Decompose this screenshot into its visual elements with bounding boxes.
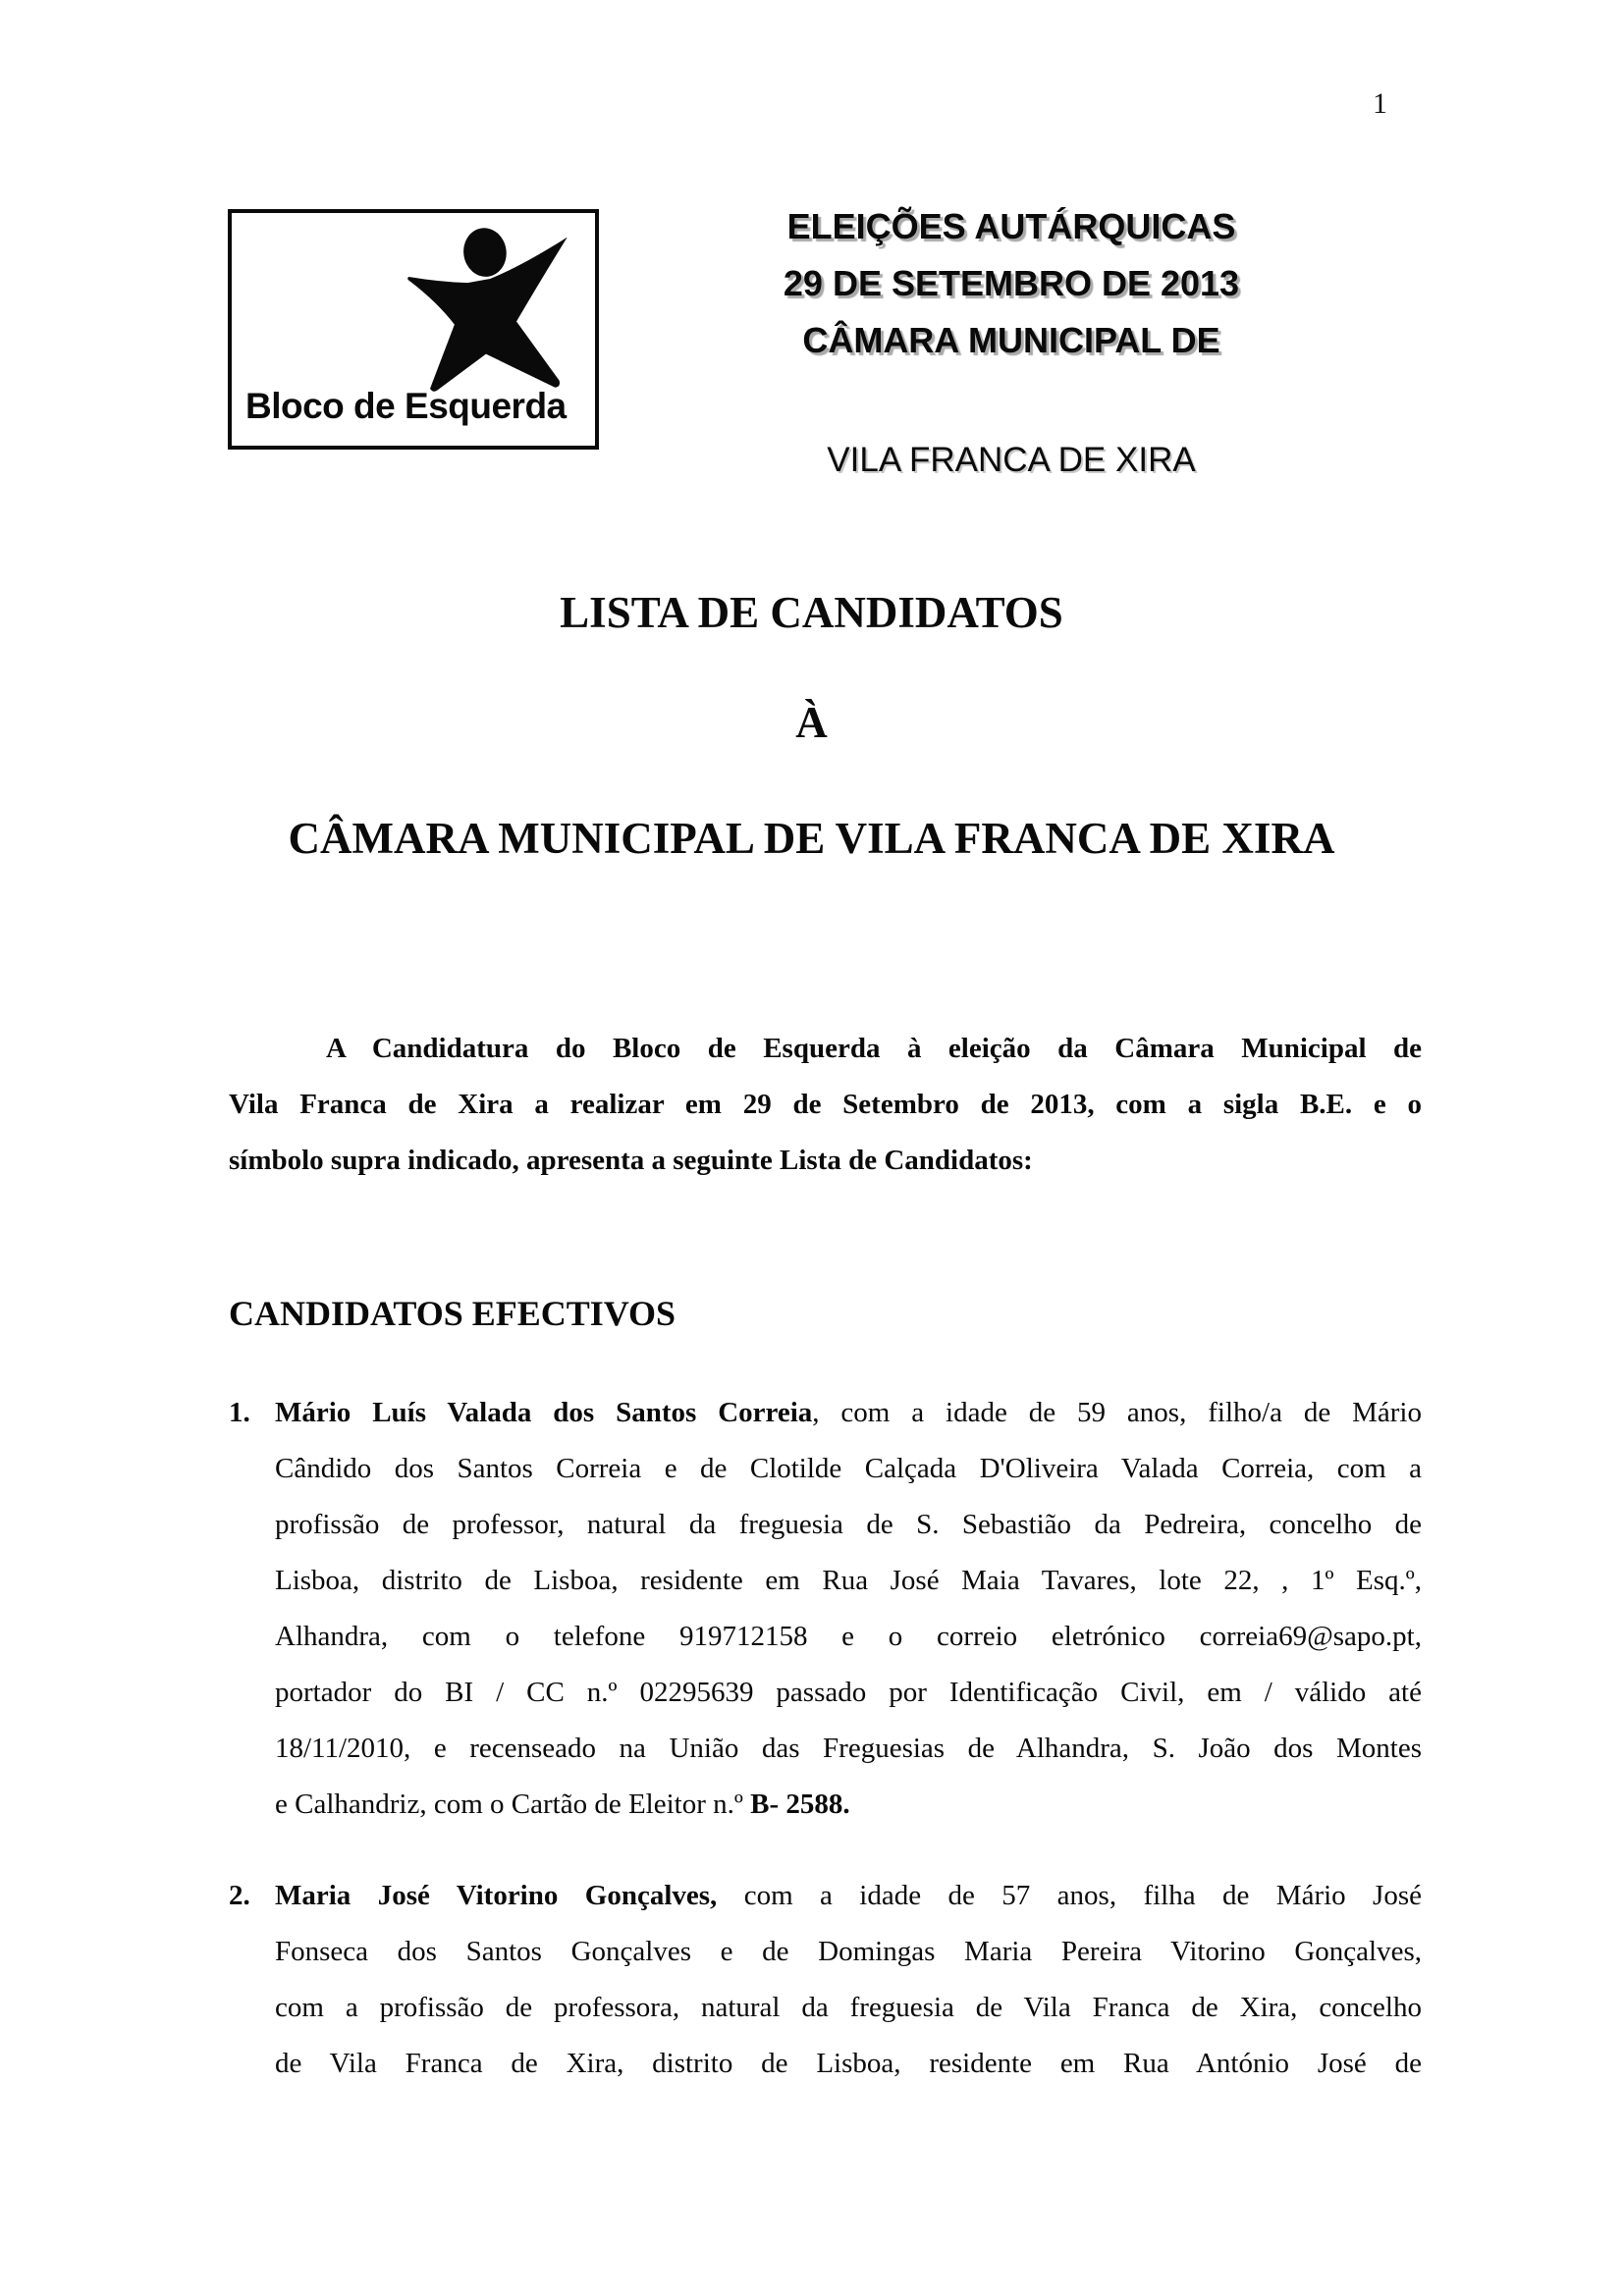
candidate-detail-text: e Calhandriz, com o Cartão de Eleitor n.º	[275, 1789, 751, 1820]
candidate-line	[275, 1497, 1422, 1553]
candidate-detail-text: Lisboa, distrito de Lisboa, residente em Rua José Maia Tavares, lote 22, , 1º Esq.º,	[275, 1565, 1422, 1596]
title-line-1: LISTA DE CANDIDATOS	[560, 588, 1063, 637]
candidate-detail-text: , com a idade de 59 anos, filho/a de Mário	[812, 1397, 1422, 1428]
candidate-line	[275, 1553, 1422, 1609]
star-person-icon	[401, 221, 573, 394]
candidate-line	[275, 1665, 1422, 1721]
candidate-name-bold: B- 2588.	[750, 1789, 850, 1820]
header-line-camara: CÂMARA MUNICIPAL DE	[802, 320, 1220, 360]
intro-line: A Candidatura do Bloco de Esquerda à eleição da Câmara Municipal de	[326, 1033, 1422, 1064]
party-logo-box	[228, 209, 599, 450]
candidate-detail-text: Cândido dos Santos Correia e de Clotilde Calçada D'Oliveira Valada Correia, com a	[275, 1453, 1422, 1484]
header-line-date: 29 DE SETEMBRO DE 2013	[783, 263, 1240, 303]
title-line-2: À	[795, 698, 828, 747]
page-number: 1	[1373, 87, 1387, 120]
header-line-elections: ELEIÇÕES AUTÁRQUICAS	[786, 206, 1236, 246]
candidate-list	[229, 1385, 1422, 2092]
title-line-3: CÂMARA MUNICIPAL DE VILA FRANCA DE XIRA	[288, 814, 1335, 863]
intro-paragraph	[229, 1021, 1422, 1189]
candidate-line	[275, 1868, 1422, 1924]
candidate-text	[275, 1385, 1422, 1833]
candidate-detail-text: de Vila Franca de Xira, distrito de Lisboa, residente em Rua António José de	[275, 2048, 1422, 2079]
section-heading: CANDIDATOS EFECTIVOS	[229, 1294, 676, 1333]
candidate-line	[275, 1924, 1422, 1980]
document-title	[0, 587, 1623, 864]
election-header	[677, 198, 1345, 489]
candidate-detail-text: profissão de professor, natural da freguesia de S. Sebastião da Pedreira, concelho de	[275, 1509, 1422, 1540]
candidate-line	[275, 1609, 1422, 1665]
candidate-number: 2.	[229, 1880, 250, 1911]
candidate-name-bold: Mário Luís Valada dos Santos Correia	[275, 1397, 813, 1428]
candidate-line	[275, 1980, 1422, 2036]
candidate-item	[229, 1385, 1422, 1833]
candidate-detail-text: 18/11/2010, e recenseado na União das Freguesias de Alhandra, S. João dos Montes	[275, 1733, 1422, 1764]
candidate-detail-text: com a profissão de professora, natural da freguesia de Vila Franca de Xira, concelho	[275, 1992, 1422, 2023]
candidate-line	[275, 1777, 1422, 1833]
candidate-text	[275, 1868, 1422, 2092]
candidate-detail-text: com a idade de 57 anos, filha de Mário José	[717, 1880, 1422, 1911]
candidate-number: 1.	[229, 1397, 250, 1428]
intro-line: símbolo supra indicado, apresenta a seguinte Lista de Candidatos:	[229, 1145, 1033, 1176]
candidate-detail-text: portador do BI / CC n.º 02295639 passado por Identificação Civil, em / válido até	[275, 1677, 1422, 1708]
document-body	[229, 1021, 1422, 2092]
candidate-detail-text: Fonseca dos Santos Gonçalves e de Domingas Maria Pereira Vitorino Gonçalves,	[275, 1936, 1422, 1967]
candidate-item	[229, 1868, 1422, 2092]
candidate-name-bold: Maria José Vitorino Gonçalves,	[275, 1880, 718, 1911]
candidate-line	[275, 1441, 1422, 1497]
intro-line: Vila Franca de Xira a realizar em 29 de Setembro de 2013, com a sigla B.E. e o	[229, 1089, 1422, 1120]
party-logo-text: Bloco de Esquerda	[245, 386, 567, 426]
candidate-line	[275, 2036, 1422, 2092]
candidate-line	[275, 1721, 1422, 1777]
candidate-detail-text: Alhandra, com o telefone 919712158 e o correio eletrónico correia69@sapo.pt,	[275, 1621, 1422, 1652]
header-line-municipality: VILA FRANCA DE XIRA	[827, 441, 1196, 479]
candidate-line	[275, 1385, 1422, 1441]
